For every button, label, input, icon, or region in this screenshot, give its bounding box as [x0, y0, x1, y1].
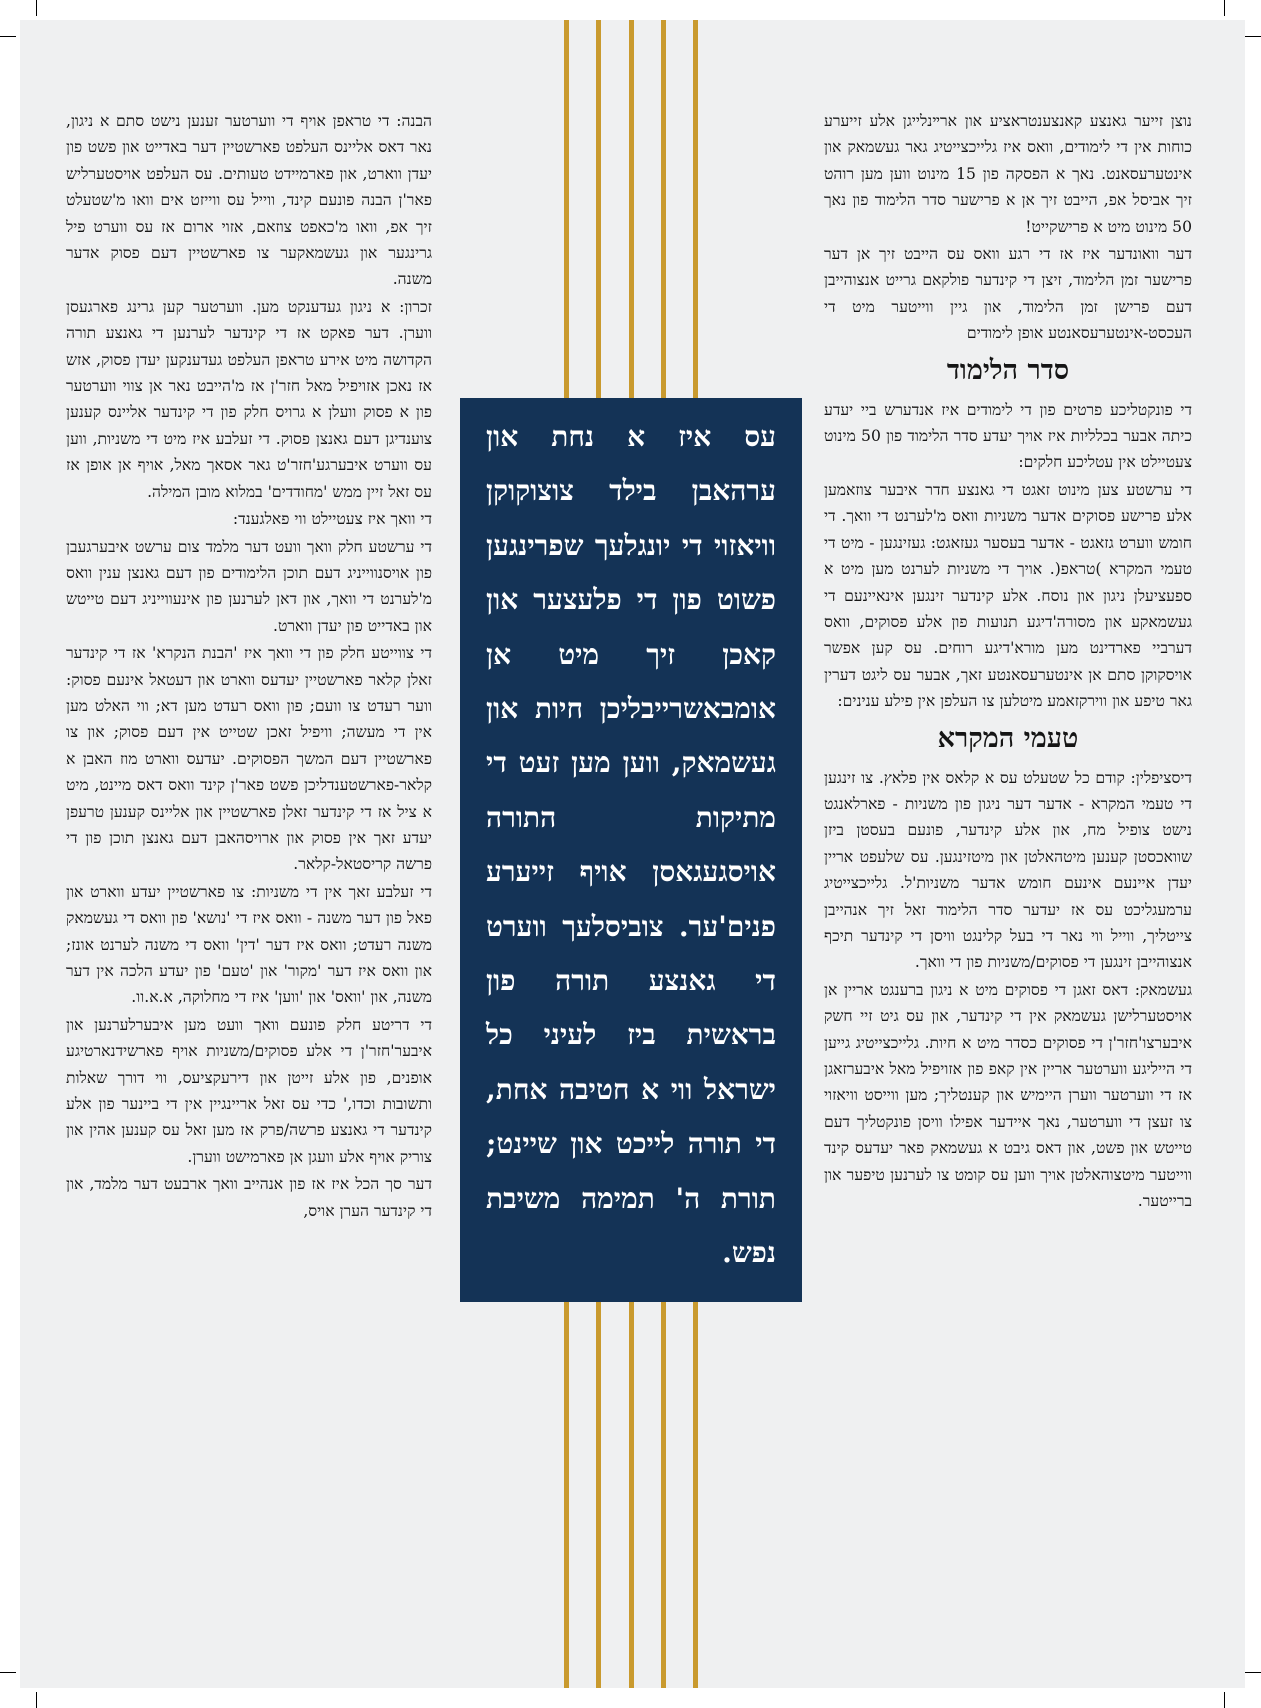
paragraph: די דריטע חלק פונעם וואך וועט מען איבערלערנען און איבער'חזר'ן די אלע פסוקים/משניות אויף פארשידנארטיגע אופנים, פון אלע זייטן און דירעקציעס, ווי דורך שאלות ותשובות וכדו,' כדי עס זאל אריינגיין אין די ביינער פון אלע קינדער די גאנצע פרשה/פרק אז מען זאל עס קענען אהין און צוריק אויף אלע וועגן אן פארמישט ווערן.: [66, 1015, 432, 1166]
paragraph: די פונקטליכע פרטים פון די לימודים איז אנדערש ביי יעדע כיתה אבער בכלליות איז אויך יעדע סדר הלימוד פון 50 מינוט צעטיילט אין עטליכע חלקים:: [824, 400, 1192, 472]
paragraph: דיסציפלין: קודם כל שטעלט עס א קלאס אין פלאץ. צו זינגען די טעמי המקרא - אדער דער ניגון פון משניות - פארלאנגט נישט צופיל מח, און אלע קינדער, פונעם בעסטן ביזן שוואכסטן קענען מיטהאלטן און מיטזינגען. עס שלעפט אריין יעדן איינעם אינעם חומש אדער משניות'ל. גלייכצייטיג ערמעגליכט עס אז יעדער סדר הלימוד זאל זיך אנהייבן צייטליך, ווייל ווי נאר די בעל קלינגט וויסן די קינדער תיכף אנצוהייבן זינגען די פסוקים/משניות פון די וואך.: [824, 768, 1192, 972]
section-heading-taamei: טעמי המקרא: [937, 722, 1079, 754]
crop-mark: [1245, 1672, 1261, 1673]
left-column: [66, 108, 432, 1225]
paragraph: די וואך איז צעטיילט ווי פאלגענד:: [232, 510, 432, 529]
paragraph: הבנה: די טראפן אויף די ווערטער זענען נישט סתם א ניגון, נאר דאס אליינס העלפט פארשטיין דער באדייט און פשט פון יעדן ווארט, און פארמיידט טעותים. עס העלפט אויסטערליש פאר'ן הבנה פונעם קינד, ווייל עס ווייזט אים וואו מ'שטעלט זיך אפ, וואו מ'כאפט צוזאם, אזוי ארום אז עס ווערט פיל גרינגער און געשמאקער צו פארשטיין דעם פסוק אדער משנה.: [66, 112, 432, 289]
paragraph: דער וואונדער איז אז די רגע וואס עס הייבט זיך אן דער פרישער זמן הלימוד, זיצן די קינדער פולקאם גרייט אנצוהייבן דעם פרישן זמן הלימוד, און גיין ווייטער מיט די העכסט-אינטערעסאנטע אופן לימודים: [824, 245, 1192, 343]
paragraph: די ערשטע חלק וואך וועט דער מלמד צום ערשט איבערגעבן פון אויסנווייניג דעם תוכן הלימודים פון דעם גאנצן ענין וואס מ'לערנט די וואך, און דאן לערנען פון אינעווייניג דעם טייטש און באדייט פון יעדן ווארט.: [66, 537, 432, 635]
paragraph: די זעלבע זאך אין די משניות: צו פארשטיין יעדע ווארט און פאל פון דער משנה - וואס איז די 'נושא' פון וואס די געשמאק משנה רעדט; וואס איז דער 'דין' וואס די משנה לערנט אונז; און וואס איז דער 'מקור' און 'טעם' פון יעדע הלכה אין דער משנה, און 'וואס' און 'ווען' איז די מחלוקה, א.א.וו.: [66, 882, 432, 1007]
crop-mark: [1224, 0, 1225, 16]
crop-mark: [0, 1672, 16, 1673]
right-column: [824, 108, 1192, 1215]
crop-mark: [0, 36, 16, 37]
pull-quote-text: עס איז א נחת און ערהאבן בילד צוצוקוקן וויאזוי די יונגלעך שפרינגען פשוט פון די פלעצער און קאכן זיך מיט אן אומבאשרייבליכן חיות און געשמאק, ווען מען זעט די מתיקות התורה אויסגעגאסן אויף זייערע פנים'ער. צוביסלעך ווערט די גאנצע תורה פון בראשית ביז לעיני כל ישראל ווי א חטיבה אחת, די תורה לייכט און שיינט; תורת ה' תמימה משיבת נפש.: [486, 420, 776, 1270]
section-heading-seder: סדר הלימוד: [946, 354, 1070, 386]
crop-mark: [1245, 36, 1261, 37]
crop-mark: [36, 0, 37, 16]
crop-mark: [1224, 1692, 1225, 1708]
pull-quote: [460, 398, 802, 1302]
paragraph: געשמאק: דאס זאגן די פסוקים מיט א ניגון ברענגט אריין אן אויסטערלישן געשמאק אין די קינדער, און עס גיט זיי חשק איבערצו'חזר'ן די פסוקים כסדר מיט א חיות. גלייכצייטיג גייען די הייליגע ווערטער אריין אין קאפ פון אזויפיל מאל איבערזאגן אז די ווערטער ווערן היימיש און קענטליך; מען ווייסט וויאזוי צו זעצן די ווערטער, נאך איידער אפילו וויסן פונקטליך דעם טייטש און פשט, און דאס גיבט א געשמאק פאר יעדעס קינד ווייטער מיטצוהאלטן אויך ווען עס קומט צו לערנען טיפער און ברייטער.: [824, 980, 1192, 1211]
paragraph: די צווייטע חלק פון די וואך איז 'הבנת הנקרא' אז די קינדער זאלן קלאר פארשטיין יעדעס ווארט און דעטאל אינעם פסוק: ווער רעדט צו וועם; פון וואס רעדט מען דא; ווי האלט מען אין די מעשה; וויפיל זאכן שטייט אין דעם פסוק; און צו פארשטיין דעם המשך הפסוקים. יעדעס ווארט מוז האבן א קלאר-פארשטענדליכן פשט פאר'ן קינד וואס דאס מיינט, מיט א ציל אז די קינדער זאלן פארשטיין און אליינס קענען טרעפן יעדע זאך אין פסוק און ארויסהאבן דעם גאנצן תוכן פון די פרשה קריסטאל-קלאר.: [66, 644, 432, 874]
paragraph: די ערשטע צען מינוט זאגט די גאנצע חדר איבער צוזאמען אלע פרישע פסוקים אדער משניות וואס מ'לערנט די וואך. די חומש ווערט גזאגט - אדער בעסער געזאגט: געזינגען - מיט די טעמי המקרא )טראפ(. אויך די משניות לערנט מען מיט א ספעציעלן ניגון און נוסח. אלע קינדער זינגען אינאיינעם די געשמאקע און מסורה'דיגע תנועות פון אלע פסוקים, וואס דערביי פארדינט מען מורא'דיגע רוחים. עס קען אפשר אויסקוקן סתם אן אינטערעסאנטע זאך, אבער עס ליגט דערין גאר טיפע און ווירקזאמע מיטלען צו העלפן אין פילע ענינים:: [824, 480, 1192, 711]
paragraph: נוצן זייער גאנצע קאנצענטראציע און ארײנלייגן אלע זייערע כוחות אין די לימודים, וואס איז גלייכצייטיג גאר געשמאק און אינטערעסאנט. נאך א הפסקה פון 15 מינוט ווען מען רוהט זיך אביסל אפ, הייבט זיך אן א פרישער סדר הלימוד פון נאך 50 מינוט מיט א פרישקייט!: [824, 112, 1192, 236]
paragraph: זכרון: א ניגון געדענקט מען. ווערטער קען גרינג פארגעסן ווערן. דער פאקט אז די קינדער לערנען די גאנצע תורה הקדושה מיט אירע טראפן העלפט געדענקען יעדן פסוק, אזש אז נאכן אזויפיל מאל חזר'ן אז מ'הייבט נאר אן צווי ווערטער פון א פסוק וועלן א גרויס חלק פון די קינדער אליינס קענען צוענדיגן דעם גאנצן פסוק. די זעלבע איז מיט די משניות, ווען עס ווערט איבערגע'חזר'ט גאר אסאך מאל, אויף אן אופן אז עס זאל זיין ממש 'מחודדים' במלוא מובן המילה.: [66, 297, 432, 501]
paragraph: דער סך הכל איז אז פון אנהייב וואך ארבעט דער מלמד, און די קינדער הערן אויס,: [66, 1175, 432, 1220]
crop-mark: [36, 1692, 37, 1708]
